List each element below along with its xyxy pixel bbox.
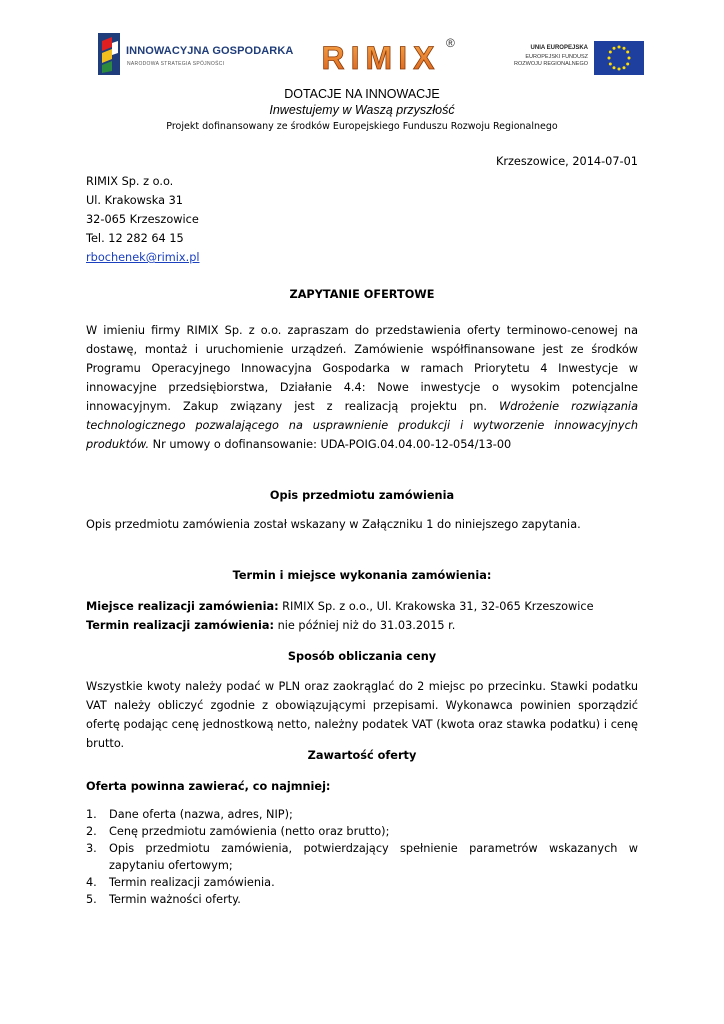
rimix-logo bbox=[300, 40, 462, 76]
list-item-number: 3. bbox=[86, 842, 97, 855]
price-paragraph: Wszystkie kwoty należy podać w PLN oraz zaokrąglać do 2 miejsc po przecinku. Stawki podatku VAT należy obliczyć zgodnie z obowiązującymi przepisami. Wykonawca powinien sporządzić ofertę podając cenę jednostkową netto, należny podatek VAT (kwota oraz stawka podatku) i cenę brutto. bbox=[86, 680, 638, 750]
subject-heading: Opis przedmiotu zamówienia bbox=[269, 489, 455, 502]
intro-paragraph bbox=[86, 321, 638, 454]
list-item bbox=[86, 874, 638, 891]
intro-text-part2: Nr umowy o dofinansowanie: UDA-POIG.04.04.00-12-054/13-00 bbox=[149, 438, 512, 451]
price-heading: Sposób obliczania ceny bbox=[287, 650, 437, 663]
registered-mark: ® bbox=[446, 36, 455, 50]
list-item bbox=[86, 806, 638, 823]
eu-flag-icon bbox=[594, 41, 644, 75]
innowacyjna-gospodarka-logo bbox=[98, 33, 294, 79]
term-label: Termin realizacji zamówienia: bbox=[86, 619, 274, 632]
place-label: Miejsce realizacji zamówienia: bbox=[86, 600, 279, 613]
list-item-text: Cenę przedmiotu zamówienia (netto oraz brutto); bbox=[109, 825, 390, 838]
address-company: RIMIX Sp. z o.o. bbox=[86, 175, 174, 188]
eu-logo-line1: UNIA EUROPEJSKA bbox=[530, 45, 588, 51]
list-item-text: Opis przedmiotu zamówienia, potwierdzający spełnienie parametrów wskazanych w zapytaniu ofertowym; bbox=[109, 842, 638, 872]
list-item-text: Termin realizacji zamówienia. bbox=[109, 876, 275, 889]
offer-heading: Zawartość oferty bbox=[307, 749, 417, 762]
subject-text: Opis przedmiotu zamówienia został wskazany w Załączniku 1 do niniejszego zapytania. bbox=[86, 518, 581, 531]
term-line bbox=[86, 616, 455, 635]
list-item-number: 2. bbox=[86, 825, 97, 838]
list-item-number: 1. bbox=[86, 808, 97, 821]
eu-fund-logo bbox=[490, 40, 644, 76]
list-item-text: Termin ważności oferty. bbox=[109, 893, 241, 906]
ig-logo-subtitle: NARODOWA STRATEGIA SPÓJNOŚCI bbox=[127, 61, 225, 67]
offer-intro: Oferta powinna zawierać, co najmniej: bbox=[86, 780, 331, 793]
place-value: RIMIX Sp. z o.o., Ul. Krakowska 31, 32-065 Krzeszowice bbox=[278, 600, 594, 613]
list-item bbox=[86, 823, 638, 840]
term-value: nie później niż do 31.03.2015 r. bbox=[274, 619, 456, 632]
email-link[interactable]: rbochenek@rimix.pl bbox=[86, 251, 200, 264]
address-phone: Tel. 12 282 64 15 bbox=[86, 232, 184, 245]
place-line bbox=[86, 597, 594, 616]
address-street: Ul. Krakowska 31 bbox=[86, 194, 183, 207]
header-subtitle: Inwestujemy w Waszą przyszłość bbox=[269, 103, 455, 117]
ig-logo-mark-icon bbox=[98, 33, 120, 75]
list-item bbox=[86, 891, 638, 908]
ig-logo-title: INNOWACYJNA GOSPODARKA bbox=[126, 45, 294, 57]
list-item-text: Dane oferta (nazwa, adres, NIP); bbox=[109, 808, 293, 821]
intro-text-part1: W imieniu firmy RIMIX Sp. z o.o. zapraszam do przedstawienia oferty terminowo-cenowej na dostawę, montaż i uruchomienie urządzeń. Zamówienie współfinansowane jest ze środków Programu Operacyjnego Innowacyjna Gospodarka w ramach Priorytetu 4 Inwestycje w innowacyjne przedsiębiorstwa, Działanie 4.4: Nowe inwestycje o wysokim potencjalne innowacyjnym. Zakup związany jest z realizacją projektu pn. bbox=[86, 324, 638, 413]
header-project-note: Projekt dofinansowany ze środków Europejskiego Funduszu Rozwoju Regionalnego bbox=[166, 121, 558, 132]
address-city: 32-065 Krzeszowice bbox=[86, 213, 199, 226]
header-title: DOTACJE NA INNOWACJE bbox=[284, 87, 440, 101]
list-item-number: 5. bbox=[86, 893, 97, 906]
offer-items-list bbox=[86, 806, 638, 908]
list-item bbox=[86, 840, 638, 874]
eu-logo-line3: ROZWOJU REGIONALNEGO bbox=[514, 61, 588, 67]
list-item-number: 4. bbox=[86, 876, 97, 889]
document-date: Krzeszowice, 2014-07-01 bbox=[495, 155, 638, 168]
eu-logo-line2: EUROPEJSKI FUNDUSZ bbox=[525, 54, 588, 60]
sender-address bbox=[86, 172, 200, 267]
document-title: ZAPYTANIE OFERTOWE bbox=[289, 288, 435, 301]
term-heading: Termin i miejsce wykonania zamówienia: bbox=[232, 569, 492, 582]
intro-project-name: Wdrożenie rozwiązania technologicznego pozwalającego na usprawnienie produkcji i wytworzenie innowacyjnych produktów. bbox=[86, 400, 638, 451]
rimix-logo-text: RIMIX bbox=[321, 40, 441, 76]
